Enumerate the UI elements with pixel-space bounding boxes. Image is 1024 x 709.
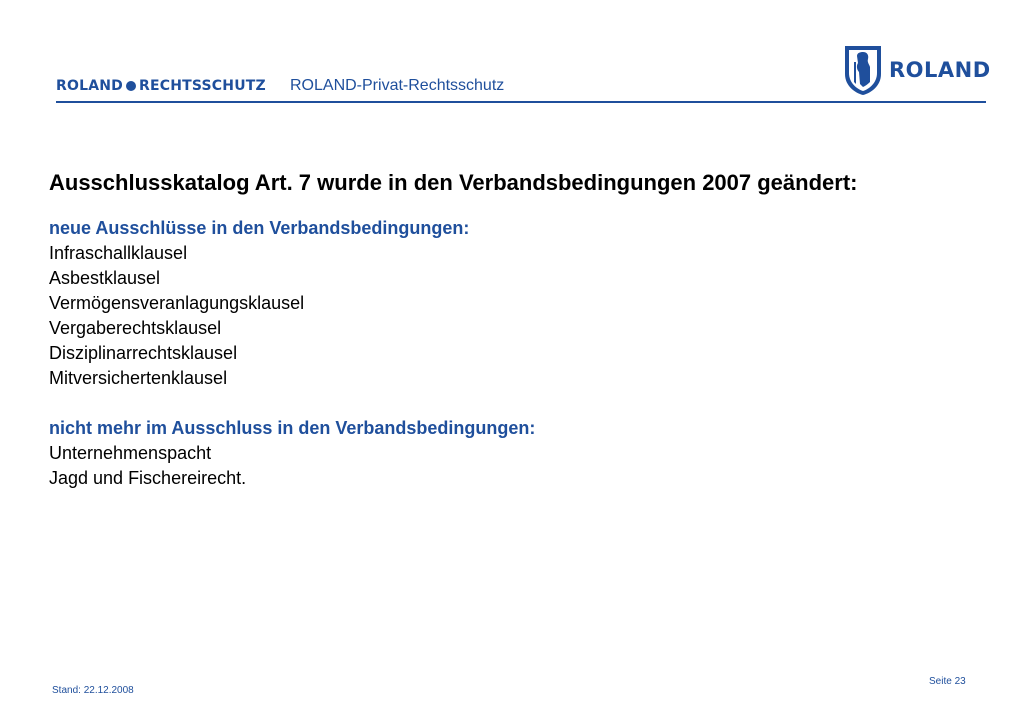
main-content [49,170,989,491]
list-item: Infraschallklausel [49,243,188,263]
list-item: Mitversichertenklausel [49,368,228,388]
removed-exclusions-heading: nicht mehr im Ausschluss in den Verbandsbedingungen: [49,418,536,438]
list-item: Vermögensveranlagungsklausel [49,293,305,313]
header-subtitle: ROLAND-Privat-Rechtsschutz [290,77,505,94]
section-spacer [49,391,989,416]
list-item: Vergaberechtsklausel [49,318,222,338]
new-exclusions-heading: neue Ausschlüsse in den Verbandsbedingungen: [49,218,470,238]
footer-date: Stand: 22.12.2008 [52,685,134,696]
roland-logo [843,44,991,96]
brand-left-text: ROLAND [56,78,123,94]
brand-dot-icon [126,81,136,91]
page-title: Ausschlusskatalog Art. 7 wurde in den Verbandsbedingungen 2007 geändert: [49,170,858,195]
brand-right-text: RECHTSSCHUTZ [138,78,266,94]
page-number: Seite 23 [929,676,966,687]
list-item: Jagd und Fischereirecht. [49,468,247,488]
list-item: Disziplinarrechtsklausel [49,343,238,363]
roland-shield-icon [843,44,883,96]
list-item: Unternehmenspacht [49,443,212,463]
list-item: Asbestklausel [49,268,161,288]
brand-wordmark [56,78,266,94]
logo-text: ROLAND [889,58,991,82]
header-divider [56,101,986,103]
